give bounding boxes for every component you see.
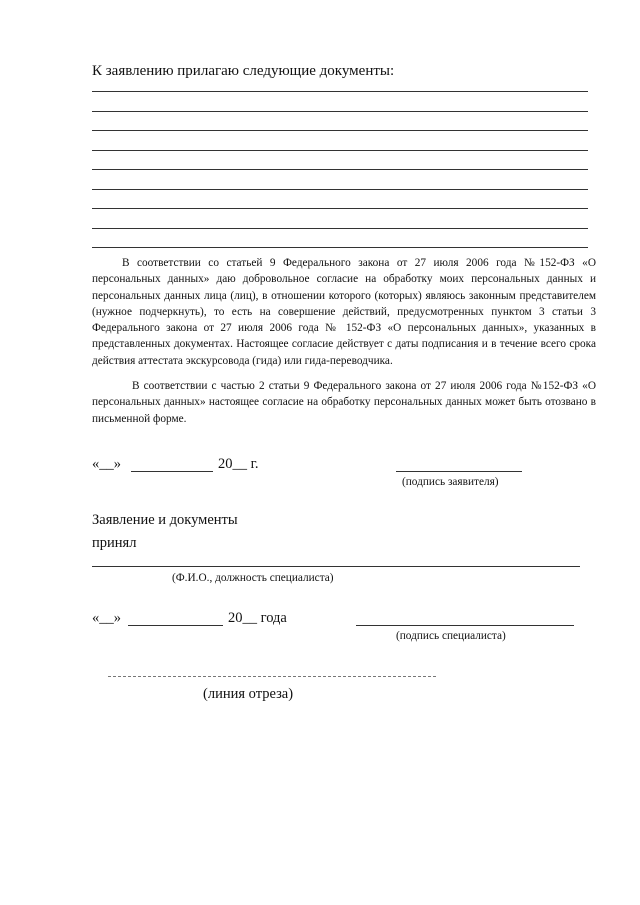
receipt-date-year: 20__ года xyxy=(228,610,287,626)
receipt-date-month-line xyxy=(128,625,223,626)
receipt-signature-caption: (подпись специалиста) xyxy=(396,630,506,642)
cut-line-caption: (линия отреза) xyxy=(203,686,294,702)
attachment-blank-line xyxy=(92,130,588,131)
consent-paragraph-1 xyxy=(92,255,596,369)
receipt-line-2: принял xyxy=(92,535,137,551)
attachment-blank-line xyxy=(92,150,588,151)
attachment-blank-line xyxy=(92,208,588,209)
cut-line xyxy=(108,676,436,677)
applicant-signature-caption: (подпись заявителя) xyxy=(402,476,499,488)
applicant-signature-line xyxy=(396,471,522,472)
receipt-line-1: Заявление и документы xyxy=(92,512,238,528)
attachment-blank-line xyxy=(92,228,588,229)
applicant-date-month-line xyxy=(131,471,213,472)
receipt-fio-caption: (Ф.И.О., должность специалиста) xyxy=(172,572,334,584)
consent-paragraph-2 xyxy=(92,378,596,427)
attachment-blank-line xyxy=(92,91,588,92)
receipt-signature-line xyxy=(356,625,574,626)
applicant-date-day: «__» xyxy=(92,456,121,472)
attachment-blank-line xyxy=(92,169,588,170)
consent-paragraph-1-text: В соответствии со статьей 9 Федерального закона от 27 июля 2006 года №152-ФЗ «О персональных данных» даю добровольное согласие на обработку моих персональных данных и персональных данных лица (лиц), в отношении которого (которых) являюсь законным представителем (нужное подчеркнуть), то есть на совершение действий, предусмотренных пунктом 3 статьи 3 Федерального закона от 27 июля 2006 года № 152-ФЗ «О персональных данных», указанных в представленных документах. Настоящее согласие действует с даты подписания и в течение всего срока действия аттестата экскурсовода (гида) или гида-переводчика. xyxy=(92,257,596,367)
applicant-date-year: 20__ г. xyxy=(218,456,259,472)
consent-paragraph-2-text: В соответствии с частью 2 статьи 9 Федерального закона от 27 июля 2006 года №152-ФЗ «О персональных данных» настоящее согласие на обработку персональных данных может быть отозвано в письменной форме. xyxy=(92,380,596,425)
attachment-blank-line xyxy=(92,111,588,112)
receipt-fio-line xyxy=(92,566,580,567)
attachment-blank-line xyxy=(92,189,588,190)
receipt-date-day: «__» xyxy=(92,610,121,626)
attachments-heading: К заявлению прилагаю следующие документы: xyxy=(92,63,395,79)
attachment-blank-line xyxy=(92,247,588,248)
